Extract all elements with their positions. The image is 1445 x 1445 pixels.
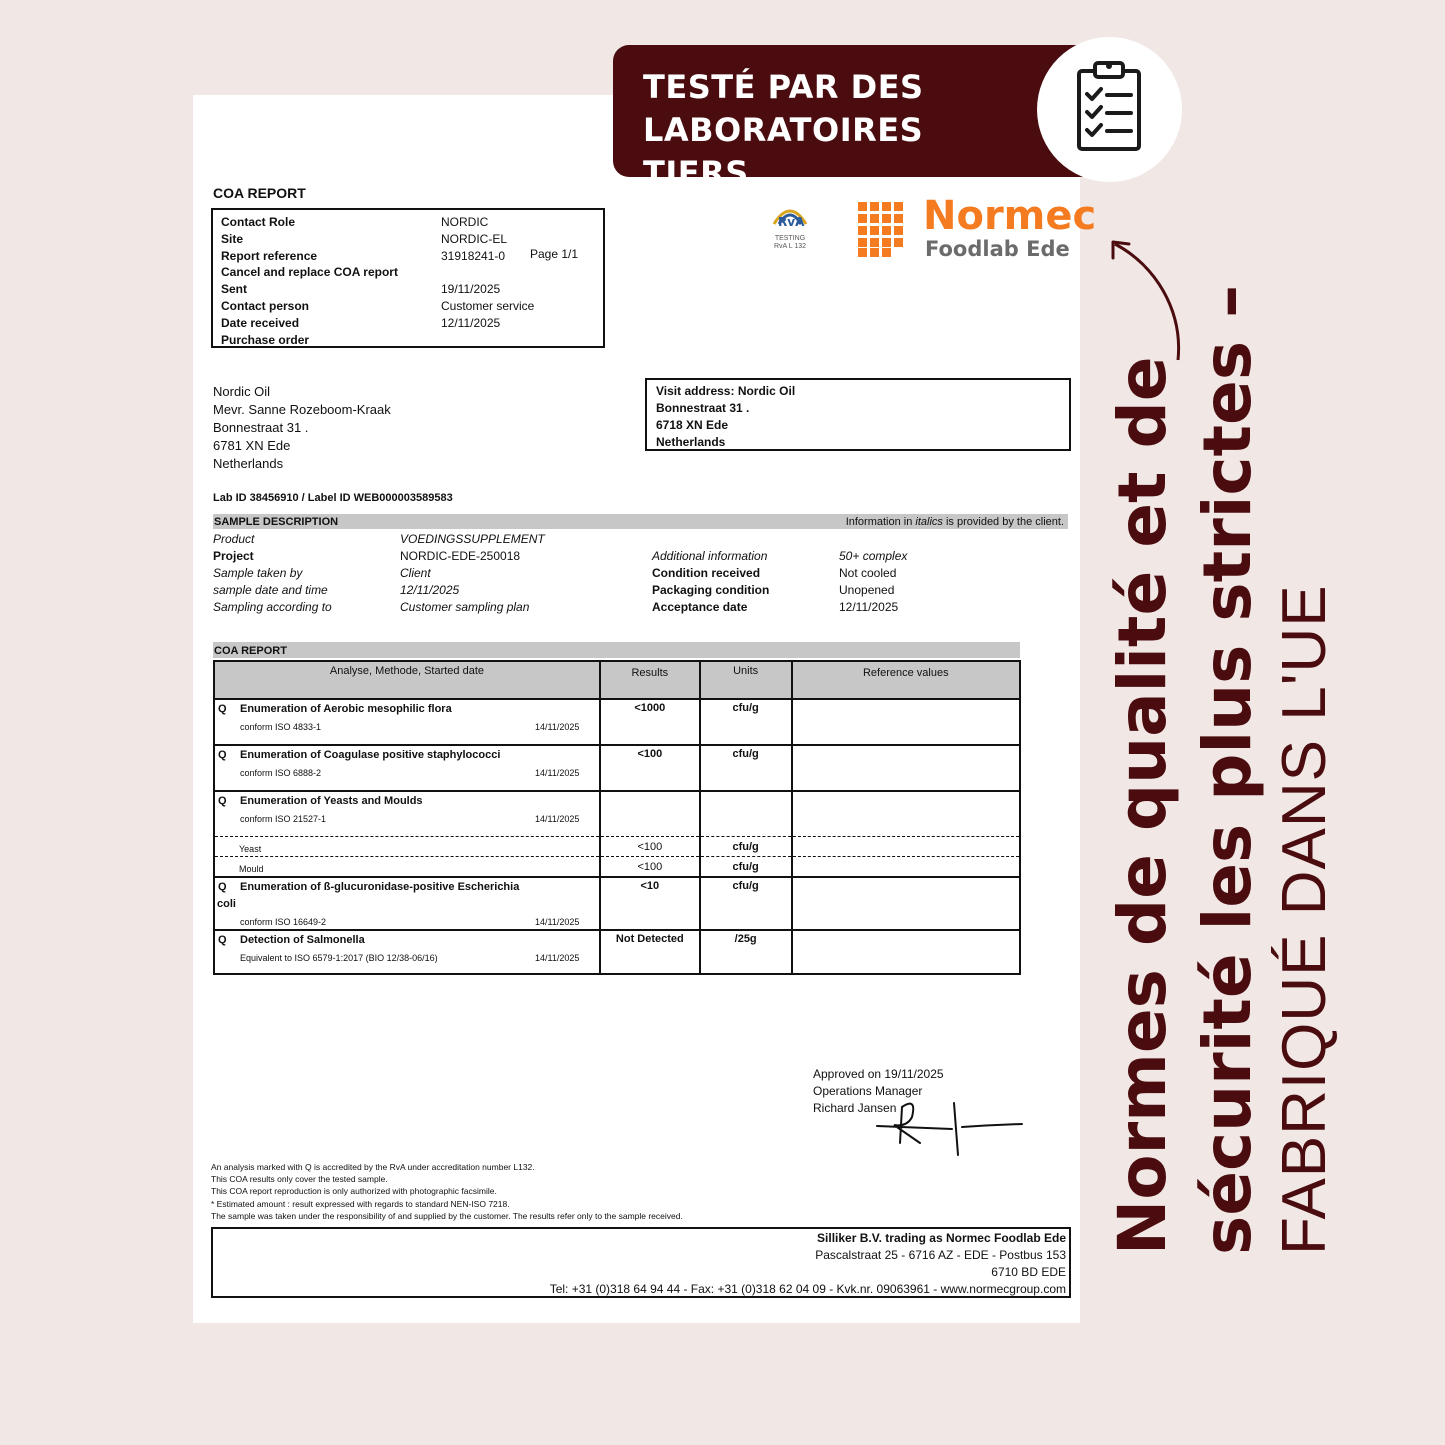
banner-line-2: LABORATOIRES TIERS xyxy=(643,111,924,192)
side-text-line-3: FABRIQUÉ DANS L'UE xyxy=(1270,584,1339,1255)
approval-line: Richard Jansen xyxy=(813,1101,897,1115)
accredited-flag: Q xyxy=(218,749,227,761)
info-label: Purchase order xyxy=(221,332,310,347)
sub-divider xyxy=(701,836,791,837)
side-text-line-2: sécurité les plus strictes – xyxy=(1189,284,1266,1255)
visit-line: Netherlands xyxy=(656,435,726,449)
client-address xyxy=(213,383,391,473)
sample-label: Sample taken by xyxy=(213,566,303,580)
analysis-method: conform ISO 6888-2 xyxy=(240,768,322,778)
sample-label: Additional information xyxy=(652,549,768,563)
address-line: 6781 XN Ede xyxy=(213,438,291,453)
visit-address-box xyxy=(645,378,1071,451)
report-title: COA REPORT xyxy=(213,185,306,201)
table-row xyxy=(214,877,1020,930)
info-value: NORDIC xyxy=(441,215,489,229)
table-row xyxy=(214,699,1020,745)
sample-label: Sampling according to xyxy=(213,600,332,614)
analysis-name: Enumeration of Aerobic mesophilic flora xyxy=(240,703,452,715)
sample-row xyxy=(652,599,1072,616)
analysis-date: 14/11/2025 xyxy=(535,814,580,824)
sub-divider xyxy=(793,856,1019,857)
reference-cell xyxy=(792,791,1020,877)
footer-line: Silliker B.V. trading as Normec Foodlab Ede xyxy=(817,1231,1066,1245)
analysis-date: 14/11/2025 xyxy=(535,917,580,927)
info-value: 19/11/2025 xyxy=(441,282,501,297)
address-line: Bonnestraat 31 . xyxy=(213,420,309,435)
svg-text:RvA: RvA xyxy=(778,215,805,229)
accredited-flag: Q xyxy=(218,934,227,946)
sample-value: 12/11/2025 xyxy=(839,600,899,614)
footer-line: 6710 BD EDE xyxy=(991,1265,1066,1279)
reference-cell xyxy=(792,930,1020,974)
analysis-method: conform ISO 4833-1 xyxy=(240,722,322,732)
sample-description-title: SAMPLE DESCRIPTION xyxy=(214,516,339,528)
info-value: 12/11/2025 xyxy=(441,315,501,330)
sample-label: Condition received xyxy=(652,566,761,580)
reference-cell xyxy=(792,699,1020,745)
info-value: 31918241-0 xyxy=(441,248,506,263)
info-row xyxy=(221,214,601,231)
table-header-row xyxy=(214,661,1020,699)
sample-row xyxy=(213,582,633,599)
analysis-name: Enumeration of Yeasts and Moulds xyxy=(240,795,423,807)
sub-divider xyxy=(601,856,699,857)
sample-row xyxy=(213,548,633,565)
rva-testing-label: TESTING xyxy=(774,235,806,242)
sub-analysis-name: Mould xyxy=(239,864,264,874)
sample-label: sample date and time xyxy=(213,583,328,597)
info-label: Sent xyxy=(221,282,248,297)
address-line: Mevr. Sanne Rozeboom-Kraak xyxy=(213,402,391,417)
analysis-method: Equivalent to ISO 6579-1:2017 (BIO 12/38-06/16) xyxy=(240,953,438,963)
sample-row xyxy=(213,565,633,582)
banner-line-1: TESTÉ PAR DES xyxy=(643,68,924,106)
sub-divider xyxy=(215,856,599,857)
sub-divider xyxy=(701,856,791,857)
info-label: Contact person xyxy=(221,298,310,313)
sample-label: Acceptance date xyxy=(652,600,748,614)
info-row xyxy=(221,264,601,281)
sample-left-list xyxy=(213,531,633,616)
coa-table-title: COA REPORT xyxy=(214,645,287,657)
result-cell: <1000 xyxy=(600,699,700,745)
sample-value: Customer sampling plan xyxy=(400,600,530,614)
footer-line: Pascalstraat 25 - 6716 AZ - EDE - Postbus 153 xyxy=(815,1248,1066,1262)
note-pre: Information in xyxy=(845,516,916,528)
accredited-flag: Q xyxy=(218,881,227,893)
analysis-method: conform ISO 16649-2 xyxy=(240,917,327,927)
sample-info-note xyxy=(846,515,1064,529)
info-label: Date received xyxy=(221,315,300,330)
analysis-name-cont: coli xyxy=(217,898,236,910)
unit-cell: cfu/g xyxy=(700,877,792,930)
analysis-cell xyxy=(214,791,600,877)
sub-result: <100 xyxy=(637,841,663,853)
footer-box xyxy=(211,1227,1071,1298)
info-label: Cancel and replace COA report xyxy=(221,265,398,280)
accredited-flag: Q xyxy=(218,703,227,715)
sample-row xyxy=(652,582,1072,599)
note-line: This COA report reproduction is only authorized with photographic facsimile. xyxy=(211,1186,497,1197)
analysis-cell xyxy=(214,699,600,745)
table-row xyxy=(214,745,1020,791)
approval-line: Approved on 19/11/2025 xyxy=(813,1067,944,1081)
info-label: Site xyxy=(221,231,244,246)
sub-analysis-name: Yeast xyxy=(239,844,262,854)
result-cell: Not Detected xyxy=(600,930,700,974)
table-row xyxy=(214,791,1020,877)
analysis-cell xyxy=(214,877,600,930)
sample-value: Client xyxy=(400,566,431,580)
analysis-date: 14/11/2025 xyxy=(535,768,580,778)
side-text-line-1: Normes de qualité et de xyxy=(1104,356,1181,1255)
arrow-icon xyxy=(1105,230,1195,370)
sample-value: VOEDINGSSUPPLEMENT xyxy=(400,532,545,546)
coa-results-table xyxy=(213,660,1021,975)
note-line: The sample was taken under the responsibility of and supplied by the customer. The results refer only to the sample received. xyxy=(211,1210,683,1221)
sub-result: <100 xyxy=(637,861,663,873)
address-line: Netherlands xyxy=(213,456,284,471)
page-indicator: Page 1/1 xyxy=(530,247,579,261)
note-italic: italics xyxy=(915,516,943,528)
header-reference: Reference values xyxy=(792,661,1020,699)
sample-value: NORDIC-EDE-250018 xyxy=(400,549,521,563)
clipboard-checklist-icon xyxy=(1037,37,1182,182)
analysis-date: 14/11/2025 xyxy=(535,953,580,963)
sample-row xyxy=(213,531,633,548)
info-value: Customer service xyxy=(441,298,535,313)
accredited-flag: Q xyxy=(218,795,227,807)
visit-line: 6718 XN Ede xyxy=(656,418,729,432)
analysis-name: Enumeration of ß-glucuronidase-positive Escherichia xyxy=(240,881,520,893)
approval-line: Operations Manager xyxy=(813,1084,923,1098)
report-info-box xyxy=(211,208,605,348)
sample-value: Not cooled xyxy=(839,566,897,580)
info-value: NORDIC-EL xyxy=(441,231,508,246)
info-label: Report reference xyxy=(221,248,318,263)
sample-row xyxy=(652,565,1072,582)
footer-line: Tel: +31 (0)318 64 94 44 - Fax: +31 (0)318 62 04 09 - Kvk.nr. 09063961 - www.normecgroup.com xyxy=(549,1282,1066,1296)
visit-line: Visit address: Nordic Oil xyxy=(656,384,796,398)
sample-description-header xyxy=(213,514,1068,529)
unit-cell: cfu/g xyxy=(700,745,792,791)
sample-value: Unopened xyxy=(839,583,895,597)
rva-logo xyxy=(770,200,820,252)
analysis-cell xyxy=(214,930,600,974)
normec-grid-logo-icon xyxy=(856,200,908,258)
info-label: Contact Role xyxy=(221,215,296,229)
sample-row xyxy=(213,599,633,616)
signature xyxy=(872,1095,1027,1160)
sample-value: 50+ complex xyxy=(839,549,908,563)
note-line: * Estimated amount : result expressed with regards to standard NEN-ISO 7218. xyxy=(211,1198,510,1209)
sub-unit: cfu/g xyxy=(732,861,759,873)
note-line: An analysis marked with Q is accredited by the RvA under accreditation number L132. xyxy=(211,1162,535,1172)
coa-table-header-bar xyxy=(213,642,1020,658)
result-cell xyxy=(600,791,700,877)
address-line: Nordic Oil xyxy=(213,384,271,399)
info-row xyxy=(221,298,601,315)
clipboard-badge xyxy=(1037,37,1182,182)
info-row xyxy=(221,315,601,332)
notes xyxy=(211,1161,683,1222)
table-row xyxy=(214,930,1020,974)
analysis-name: Enumeration of Coagulase positive staphylococci xyxy=(240,749,501,761)
sub-divider xyxy=(215,836,599,837)
analysis-date: 14/11/2025 xyxy=(535,722,580,732)
normec-logo-text: Normec xyxy=(923,193,1097,239)
note-post: is provided by the client. xyxy=(942,516,1064,528)
sub-divider xyxy=(601,836,699,837)
visit-line: Bonnestraat 31 . xyxy=(656,401,750,415)
sample-label: Product xyxy=(213,532,255,546)
sample-right-list xyxy=(652,548,1072,616)
sample-label: Project xyxy=(213,549,254,563)
unit-cell: cfu/g xyxy=(700,699,792,745)
header-units: Units xyxy=(700,661,792,699)
rva-emblem-icon xyxy=(770,200,810,230)
info-row xyxy=(221,281,601,298)
result-cell: <100 xyxy=(600,745,700,791)
analysis-method: conform ISO 21527-1 xyxy=(240,814,327,824)
info-row xyxy=(221,332,601,349)
analysis-name: Detection of Salmonella xyxy=(240,934,365,946)
lab-id: Lab ID 38456910 / Label ID WEB000003589583 xyxy=(213,492,453,504)
header-analyse: Analyse, Methode, Started date xyxy=(214,661,600,699)
result-cell: <10 xyxy=(600,877,700,930)
unit-cell: /25g xyxy=(700,930,792,974)
unit-cell xyxy=(700,791,792,877)
reference-cell xyxy=(792,877,1020,930)
sub-divider xyxy=(793,836,1019,837)
sub-unit: cfu/g xyxy=(732,841,759,853)
rva-code: RvA L 132 xyxy=(773,243,807,250)
reference-cell xyxy=(792,745,1020,791)
sample-label: Packaging condition xyxy=(652,583,770,597)
banner-title xyxy=(643,66,1023,195)
sample-value: 12/11/2025 xyxy=(400,583,460,597)
sample-row xyxy=(652,548,1072,565)
normec-logo-subtext: Foodlab Ede xyxy=(925,237,1070,261)
header-results: Results xyxy=(600,661,700,699)
analysis-cell xyxy=(214,745,600,791)
note-line: This COA results only cover the tested sample. xyxy=(211,1174,388,1185)
